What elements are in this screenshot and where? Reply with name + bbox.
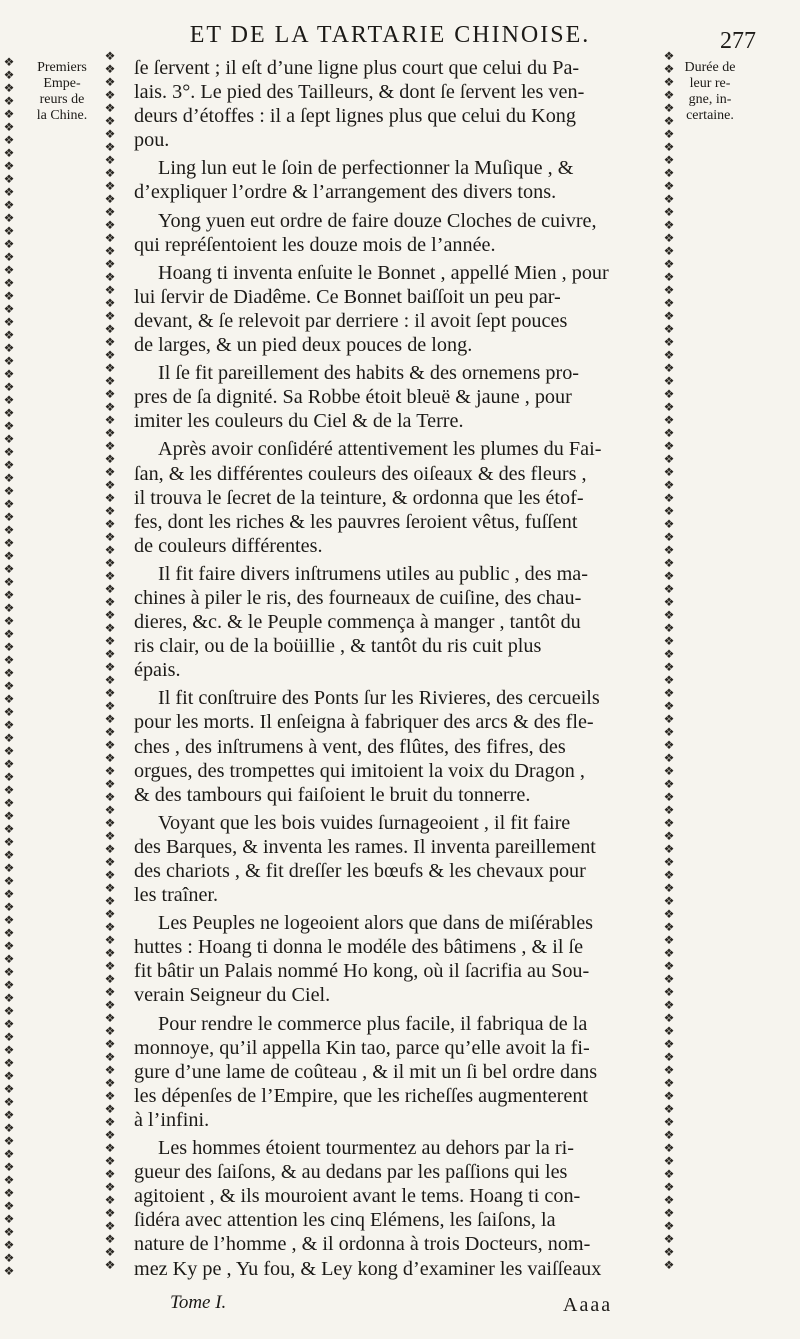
- paragraph: [134, 1012, 660, 1132]
- text-line: Les hommes étoient tourmentez au dehors par la ri-: [158, 1137, 574, 1160]
- text-line: épais.: [134, 659, 181, 682]
- text-line: & des tambours qui faiſoient le bruit du tonnerre.: [134, 783, 531, 806]
- text-line: fit bâtir un Palais nommé Ho kong, où il ſacrifia au Sou-: [134, 960, 590, 983]
- text-line: de couleurs différentes.: [134, 534, 323, 557]
- margin-note-line: la Chine.: [36, 108, 88, 123]
- ornamental-border-right: ❖ ❖ ❖ ❖ ❖ ❖ ❖ ❖ ❖ ❖ ❖ ❖ ❖ ❖ ❖ ❖ ❖ ❖ ❖ ❖ ❖ ❖ ❖ ❖ ❖ ❖ ❖ ❖ ❖ ❖ ❖ ❖ ❖ ❖ ❖ ❖ ❖ ❖ ❖ ❖ ❖ ❖ ❖ ❖ ❖ ❖ ❖ ❖ ❖ ❖ ❖ ❖ ❖ ❖ ❖ ❖ ❖ ❖ ❖ ❖ ❖ ❖ ❖ ❖ ❖ ❖ ❖ ❖ ❖ ❖ ❖ ❖ ❖ ❖ ❖ ❖ ❖ ❖ ❖ ❖ ❖ ❖ ❖ ❖ ❖ ❖ ❖ ❖ ❖ ❖ ❖ ❖ ❖ ❖: [663, 50, 675, 1272]
- text-line: Il fit conſtruire des Ponts ſur les Rivieres, des cercueils: [158, 687, 600, 710]
- paragraph: [134, 156, 660, 204]
- paragraph: [134, 56, 660, 152]
- paragraph: [134, 562, 660, 682]
- text-line: nature de l’homme , & il ordonna à trois Docteurs, nom-: [134, 1233, 591, 1256]
- volume-label: Tome I.: [170, 1292, 227, 1313]
- text-line: fes, dont les riches & les pauvres ſeroient vêtus, fuſſent: [134, 510, 578, 533]
- text-line: il trouva le ſecret de la teinture, & ordonna que les étof-: [134, 486, 584, 509]
- text-line: verain Seigneur du Ciel.: [134, 984, 331, 1007]
- text-line: mez Ky pe , Yu fou, & Ley kong d’examiner les vaiſſeaux: [134, 1257, 602, 1280]
- ornamental-border-left: ❖ ❖ ❖ ❖ ❖ ❖ ❖ ❖ ❖ ❖ ❖ ❖ ❖ ❖ ❖ ❖ ❖ ❖ ❖ ❖ ❖ ❖ ❖ ❖ ❖ ❖ ❖ ❖ ❖ ❖ ❖ ❖ ❖ ❖ ❖ ❖ ❖ ❖ ❖ ❖ ❖ ❖ ❖ ❖ ❖ ❖ ❖ ❖ ❖ ❖ ❖ ❖ ❖ ❖ ❖ ❖ ❖ ❖ ❖ ❖ ❖ ❖ ❖ ❖ ❖ ❖ ❖ ❖ ❖ ❖ ❖ ❖ ❖ ❖ ❖ ❖ ❖ ❖ ❖ ❖ ❖ ❖ ❖ ❖ ❖ ❖ ❖ ❖ ❖ ❖ ❖ ❖ ❖ ❖: [104, 50, 116, 1272]
- text-line: imiter les couleurs du Ciel & de la Terre.: [134, 410, 464, 433]
- margin-note-line: reurs de: [39, 92, 85, 107]
- text-line: huttes : Hoang ti donna le modéle des bâtimens , & il ſe: [134, 936, 584, 959]
- text-line: des Barques, & inventa les rames. Il inventa pareillement: [134, 835, 596, 858]
- text-line: pres de ſa dignité. Sa Robbe étoit bleuë & jaune , pour: [134, 386, 572, 409]
- margin-note-line: Empe-: [43, 76, 81, 91]
- text-line: qui repréſentoient les douze mois de l’année.: [134, 233, 496, 256]
- paragraph: [134, 911, 660, 1007]
- text-line: Pour rendre le commerce plus facile, il fabriqua de la: [158, 1012, 588, 1035]
- text-line: Il ſe fit pareillement des habits & des ornemens pro-: [158, 362, 580, 385]
- text-line: ſan, & les différentes couleurs des oiſeaux & des fleurs ,: [134, 462, 587, 485]
- margin-note-left: [22, 60, 102, 124]
- text-line: chines à piler le ris, des fourneaux de cuiſine, des chau-: [134, 586, 582, 609]
- text-line: Après avoir conſidéré attentivement les plumes du Fai-: [158, 438, 602, 461]
- ornamental-border-outer-left: ❖ ❖ ❖ ❖ ❖ ❖ ❖ ❖ ❖ ❖ ❖ ❖ ❖ ❖ ❖ ❖ ❖ ❖ ❖ ❖ ❖ ❖ ❖ ❖ ❖ ❖ ❖ ❖ ❖ ❖ ❖ ❖ ❖ ❖ ❖ ❖ ❖ ❖ ❖ ❖ ❖ ❖ ❖ ❖ ❖ ❖ ❖ ❖ ❖ ❖ ❖ ❖ ❖ ❖ ❖ ❖ ❖ ❖ ❖ ❖ ❖ ❖ ❖ ❖ ❖ ❖ ❖ ❖ ❖ ❖ ❖ ❖ ❖ ❖ ❖ ❖ ❖ ❖ ❖ ❖ ❖ ❖ ❖ ❖ ❖ ❖ ❖ ❖ ❖ ❖ ❖ ❖ ❖ ❖: [3, 56, 15, 1278]
- paragraph: [134, 1136, 660, 1281]
- signature-mark: Aaaa: [563, 1294, 613, 1316]
- paragraph: [134, 261, 660, 357]
- text-line: de larges, & un pied deux pouces de long.: [134, 334, 473, 357]
- text-line: devant, & ſe relevoit par derriere : il avoit ſept pouces: [134, 309, 568, 332]
- text-line: ris clair, ou de la boüillie , & tantôt du ris cuit plus: [134, 635, 542, 658]
- text-line: ſe ſervent ; il eſt d’une ligne plus court que celui du Pa-: [134, 57, 580, 79]
- paragraph: [134, 361, 660, 433]
- text-line: à l’infini.: [134, 1108, 210, 1131]
- text-line: les dépenſes de l’Empire, que les richeſſes augmenterent: [134, 1084, 589, 1107]
- text-line: dieres, &c. & le Peuple commença à manger , tantôt du: [134, 611, 581, 634]
- text-line: lais. 3°. Le pied des Tailleurs, & dont ſe ſervent les ven-: [134, 81, 585, 104]
- text-line: Hoang ti inventa enſuite le Bonnet , appellé Mien , pour: [158, 261, 609, 284]
- text-line: d’expliquer l’ordre & l’arrangement des divers tons.: [134, 181, 557, 204]
- margin-note-line: certaine.: [686, 108, 734, 123]
- text-line: les traîner.: [134, 884, 219, 907]
- text-line: orgues, des trompettes qui imitoient la voix du Dragon ,: [134, 759, 585, 782]
- text-line: Yong yuen eut ordre de faire douze Cloches de cuivre,: [158, 209, 597, 232]
- text-line: ſidéra avec attention les cinq Elémens, les ſaiſons, la: [134, 1209, 556, 1232]
- margin-note-right: [676, 60, 744, 124]
- paragraph: [134, 437, 660, 557]
- paragraph: [134, 686, 660, 806]
- paragraph: [134, 811, 660, 907]
- text-line: agitoient , & ils mouroient avant le tems. Hoang ti con-: [134, 1185, 581, 1208]
- text-line: des chariots , & fit dreſſer les bœufs & les chevaux pour: [134, 860, 586, 882]
- text-line: Ling lun eut le ſoin de perfectionner la Muſique , &: [158, 157, 574, 180]
- text-line: ches , des inſtrumens à vent, des flûtes, des fifres, des: [134, 735, 566, 758]
- page-number: 277: [720, 28, 756, 54]
- margin-note-line: leur re-: [689, 76, 731, 91]
- text-line: Les Peuples ne logeoient alors que dans de miſérables: [158, 912, 594, 935]
- body-text: [134, 56, 660, 1281]
- text-line: pour les morts. Il enſeigna à fabriquer des arcs & des fle-: [134, 711, 594, 734]
- margin-note-line: Premiers: [37, 60, 87, 75]
- text-line: Il fit faire divers inſtrumens utiles au public , des ma-: [158, 562, 588, 585]
- text-line: gueur des ſaiſons, & au dedans par les paſſions qui les: [134, 1161, 568, 1184]
- text-line: deurs d’étoffes : il a ſept lignes plus que celui du Kong: [134, 105, 576, 128]
- paragraph: [134, 209, 660, 257]
- text-line: pou.: [134, 129, 170, 152]
- running-title: ET DE LA TARTARIE CHINOISE.: [189, 22, 591, 48]
- text-line: monnoye, qu’il appella Kin tao, parce qu’elle avoit la fi-: [134, 1036, 590, 1059]
- margin-note-line: Durée de: [684, 60, 736, 75]
- text-line: lui ſervir de Diadême. Ce Bonnet baiſſoit un peu par-: [134, 285, 561, 308]
- margin-note-line: gne, in-: [688, 92, 732, 107]
- text-line: Voyant que les bois vuides ſurnageoient , il fit faire: [158, 811, 571, 834]
- text-line: gure d’une lame de coûteau , & il mit un ſi bel ordre dans: [134, 1060, 598, 1083]
